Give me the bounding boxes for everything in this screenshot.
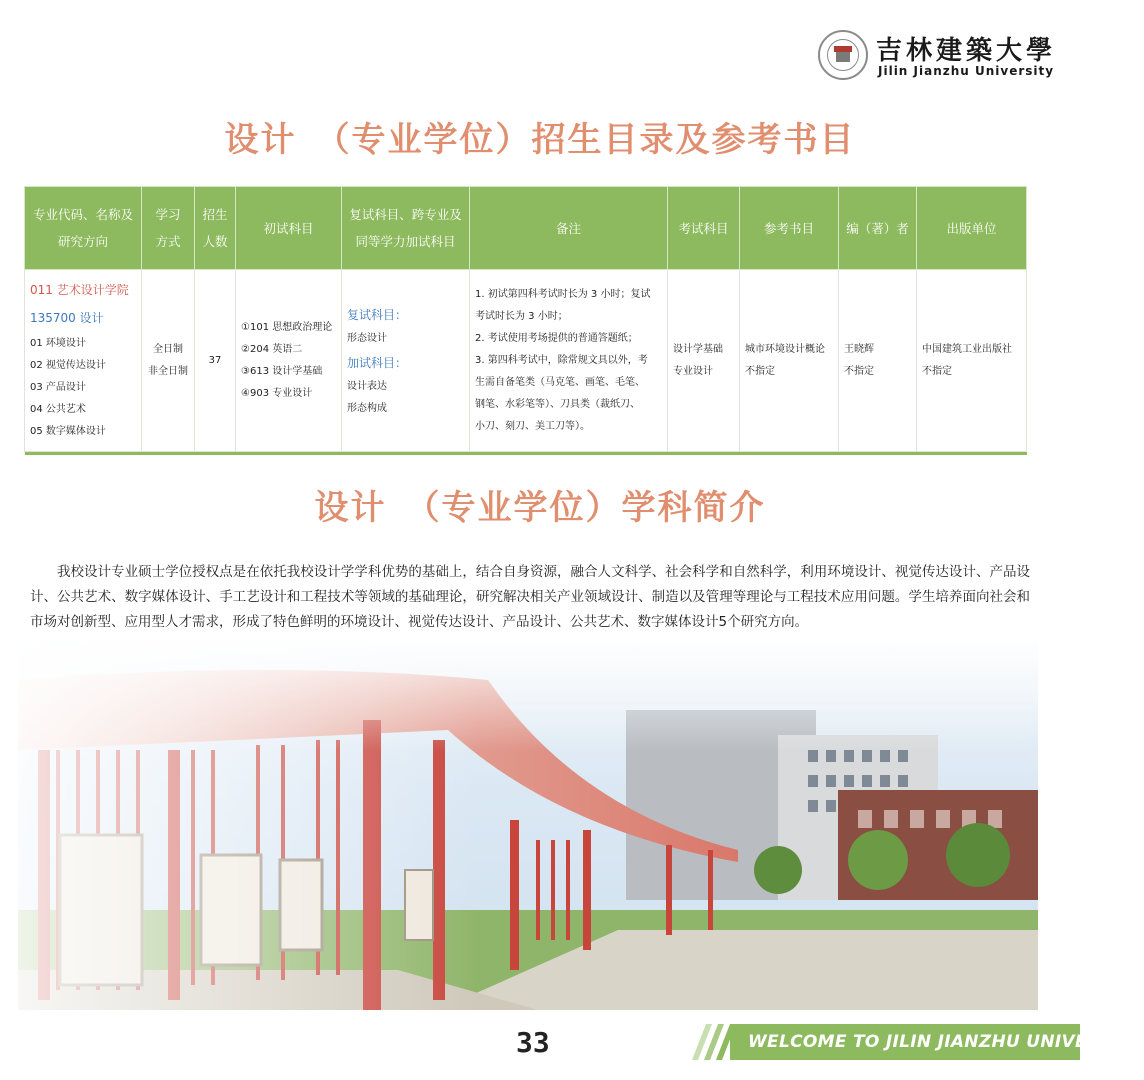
cell-study-mode bbox=[142, 270, 195, 452]
header-major: 专业代码、名称及 研究方向 bbox=[25, 187, 142, 270]
admission-catalog-table bbox=[24, 186, 1027, 455]
extra-item: 设计表达 bbox=[347, 380, 387, 392]
cell-publisher bbox=[917, 270, 1027, 452]
header-exam-subject: 考试科目 bbox=[668, 187, 740, 270]
university-seal-icon bbox=[818, 30, 868, 80]
retest-label: 复试科目： bbox=[347, 307, 408, 322]
prelim-subject: ③613 设计学基础 bbox=[241, 365, 323, 377]
college-name: 011 艺术设计学院 bbox=[30, 283, 129, 297]
welcome-text: WELCOME TO JILIN JIANZHU UNIVERSITY bbox=[730, 1024, 1080, 1060]
extra-item: 形态构成 bbox=[347, 402, 387, 414]
header-quota: 招生 人数 bbox=[195, 187, 236, 270]
note-line: 3. 第四科考试中，除常规文具以外，考 bbox=[475, 354, 648, 366]
cell-authors bbox=[839, 270, 917, 452]
header-prelim: 初试科目 bbox=[236, 187, 342, 270]
study-mode: 全日制 bbox=[153, 343, 183, 355]
author: 不指定 bbox=[844, 365, 874, 377]
retest-item: 形态设计 bbox=[347, 332, 387, 344]
university-logo bbox=[818, 28, 1057, 84]
catalog-title: 设计 （专业学位）招生目录及参考书目 bbox=[224, 120, 856, 160]
direction-item: 04 公共艺术 bbox=[30, 404, 86, 415]
cell-major bbox=[25, 270, 142, 452]
direction-item: 03 产品设计 bbox=[30, 382, 86, 393]
author: 王晓辉 bbox=[844, 343, 874, 355]
cell-retest bbox=[342, 270, 470, 452]
footer-banner bbox=[688, 1024, 1144, 1060]
header-publisher: 出版单位 bbox=[917, 187, 1027, 270]
note-line: 2. 考试使用考场提供的普通答题纸； bbox=[475, 332, 638, 344]
campus-photo bbox=[18, 640, 1038, 1010]
direction-item: 05 数字媒体设计 bbox=[30, 426, 106, 437]
note-line: 考试时长为 3 小时； bbox=[475, 310, 568, 322]
cell-ref-books bbox=[740, 270, 839, 452]
note-line: 1. 初试第四科考试时长为 3 小时；复试 bbox=[475, 288, 651, 300]
header-authors: 编（著）者 bbox=[839, 187, 917, 270]
logo-chinese-name: 吉林建築大學 bbox=[876, 36, 1057, 66]
table-row bbox=[25, 270, 1027, 452]
cell-quota: 37 bbox=[195, 270, 236, 452]
ref-book: 不指定 bbox=[745, 365, 775, 377]
exam-subject: 专业设计 bbox=[673, 365, 713, 377]
note-line: 钢笔、水彩笔等）、刀具类（裁纸刀、 bbox=[475, 398, 640, 410]
extra-label: 加试科目： bbox=[347, 355, 408, 370]
intro-title: 设计 （专业学位）学科简介 bbox=[314, 488, 766, 528]
intro-paragraph: 我校设计专业硕士学位授权点是在依托我校设计学学科优势的基础上，结合自身资源，融合人文科学、社会科学和自然科学，利用环境设计、视觉传达设计、产品设计、公共艺术、数字媒体设计、手工艺设计和工程技术等领域的基础理论，研究解决相关产业领域设计、制造以及管理等理论与工程技术应用问题。学生培养面向社会和市场对创新型、应用型人才需求，形成了特色鲜明的环境设计、视觉传达设计、产品设计、公共艺术、数字媒体设计5个研究方向。 bbox=[30, 563, 1030, 630]
publisher: 不指定 bbox=[922, 365, 952, 377]
direction-item: 02 视觉传达设计 bbox=[30, 360, 106, 371]
prelim-subject: ①101 思想政治理论 bbox=[241, 321, 333, 333]
header-study-mode: 学习 方式 bbox=[142, 187, 195, 270]
direction-item: 01 环境设计 bbox=[30, 338, 86, 349]
major-name: 135700 设计 bbox=[30, 311, 104, 325]
note-line: 小刀、刻刀、美工刀等）。 bbox=[475, 420, 590, 432]
note-line: 生需自备笔类（马克笔、画笔、毛笔、 bbox=[475, 376, 645, 388]
cell-notes bbox=[470, 270, 668, 452]
cell-exam-subject bbox=[668, 270, 740, 452]
table-header-row bbox=[25, 187, 1027, 270]
ref-book: 城市环境设计概论 bbox=[745, 343, 825, 355]
prelim-subject: ④903 专业设计 bbox=[241, 387, 313, 399]
publisher: 中国建筑工业出版社 bbox=[922, 343, 1012, 355]
exam-subject: 设计学基础 bbox=[673, 343, 723, 355]
cell-prelim bbox=[236, 270, 342, 452]
page-number: 33 bbox=[516, 1026, 550, 1059]
prelim-subject: ②204 英语二 bbox=[241, 343, 303, 355]
header-retest: 复试科目、跨专业及 同等学力加试科目 bbox=[342, 187, 470, 270]
header-ref-books: 参考书目 bbox=[740, 187, 839, 270]
header-notes: 备注 bbox=[470, 187, 668, 270]
logo-english-name: Jilin Jianzhu University bbox=[878, 64, 1055, 78]
study-mode: 非全日制 bbox=[148, 365, 188, 377]
